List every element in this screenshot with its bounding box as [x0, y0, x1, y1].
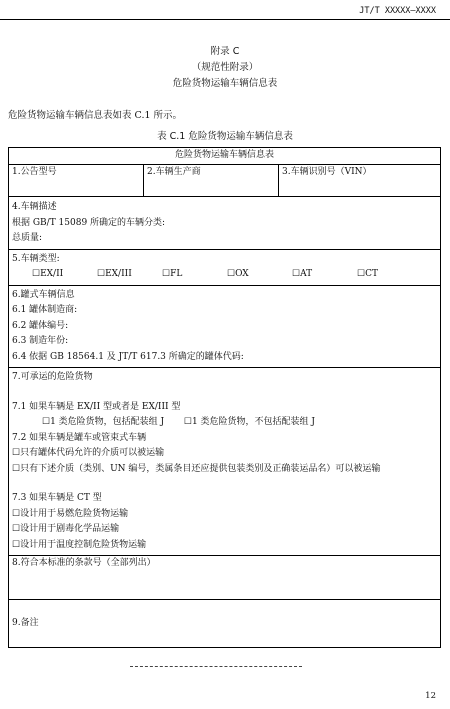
checkbox-class1-without-j[interactable]: ☐1 类危险货物，不包括配装组 J — [183, 417, 315, 427]
manufacturer-cell: 2.车辆生产商 — [144, 165, 279, 197]
vehicle-type-options — [12, 267, 437, 283]
vehicle-info-table — [8, 147, 441, 648]
table-title: 危险货物运输车辆信息表 — [9, 148, 441, 165]
permitted-goods-section — [9, 368, 441, 556]
section-title: 8.符合本标准的条款号（全部列出） — [12, 558, 156, 568]
table-caption: 表 C.1 危险货物运输车辆信息表 — [157, 131, 293, 142]
tank-number-line: 6.2 罐体编号: — [12, 320, 69, 331]
appendix-title: 危险货物运输车辆信息表 — [172, 78, 278, 89]
vehicle-type-section — [9, 249, 441, 285]
page-number: 12 — [425, 691, 436, 701]
tank-code-line: 6.4 依据 GB 18564.1 及 JT/T 617.3 所确定的罐体代码: — [12, 351, 244, 362]
vehicle-description-section — [9, 197, 441, 250]
gross-mass-line: 总质量: — [12, 233, 43, 243]
checkbox-ox[interactable]: ☐OX — [227, 269, 249, 279]
appendix-nature: （规范性附录） — [191, 62, 259, 73]
checkbox-ct[interactable]: ☐CT — [357, 269, 378, 279]
checkbox-class1-with-j[interactable]: ☐1 类危险货物，包括配装组 J — [42, 417, 165, 427]
section-title: 6.罐式车辆信息 — [12, 289, 75, 300]
checkbox-temperature-controlled[interactable]: ☐设计用于温度控制危险货物运输 — [12, 539, 147, 550]
section-title: 5.车辆类型: — [12, 253, 60, 264]
checkbox-toxic-chemicals[interactable]: ☐设计用于剧毒化学品运输 — [12, 524, 120, 534]
vehicle-category-line: 根据 GB/T 15089 所确定的车辆分类: — [12, 217, 166, 228]
checkbox-fl[interactable]: ☐FL — [162, 269, 183, 279]
remarks-section — [9, 600, 441, 648]
section-title: 7.可承运的危险货物 — [12, 372, 93, 382]
section-title: 4.车辆描述 — [12, 202, 57, 212]
end-of-document-rule — [130, 666, 302, 667]
checkbox-at[interactable]: ☐AT — [292, 269, 313, 279]
standard-code: JT/T XXXXX—XXXX — [359, 6, 436, 16]
section-title: 9.备注 — [12, 617, 39, 628]
subsection-7-1-options — [12, 415, 437, 431]
subsection-7-3-title: 7.3 如果车辆是 CT 型 — [12, 493, 102, 503]
appendix-label: 附录 C — [210, 46, 240, 57]
checkbox-flammable-goods[interactable]: ☐设计用于易燃危险货物运输 — [12, 508, 129, 519]
checkbox-listed-media[interactable]: ☐只有下述介质（类别、UN 编号，类属条目还应提供包装类别及正确装运品名）可以被运输 — [12, 463, 381, 474]
checkbox-ex-ii[interactable]: ☐EX/II — [32, 269, 64, 279]
checkbox-tank-code-media[interactable]: ☐只有罐体代码允许的介质可以被运输 — [12, 448, 165, 458]
tank-info-section — [9, 285, 441, 368]
checkbox-ex-iii[interactable]: ☐EX/III — [97, 269, 132, 279]
compliant-clauses-section — [9, 556, 441, 600]
subsection-7-1-title: 7.1 如果车辆是 EX/II 型或者是 EX/III 型 — [12, 401, 181, 412]
header-rule — [0, 19, 450, 20]
tank-manufacturer-line: 6.1 罐体制造商: — [12, 305, 78, 315]
subsection-7-2-title: 7.2 如果车辆是罐车或管束式车辆 — [12, 432, 147, 443]
announcement-model-cell: 1.公告型号 — [9, 165, 144, 197]
manufacture-year-line: 6.3 制造年份: — [12, 336, 69, 346]
intro-paragraph: 危险货物运输车辆信息表如表 C.1 所示。 — [8, 110, 183, 121]
vin-cell: 3.车辆识别号（VIN） — [279, 165, 441, 197]
